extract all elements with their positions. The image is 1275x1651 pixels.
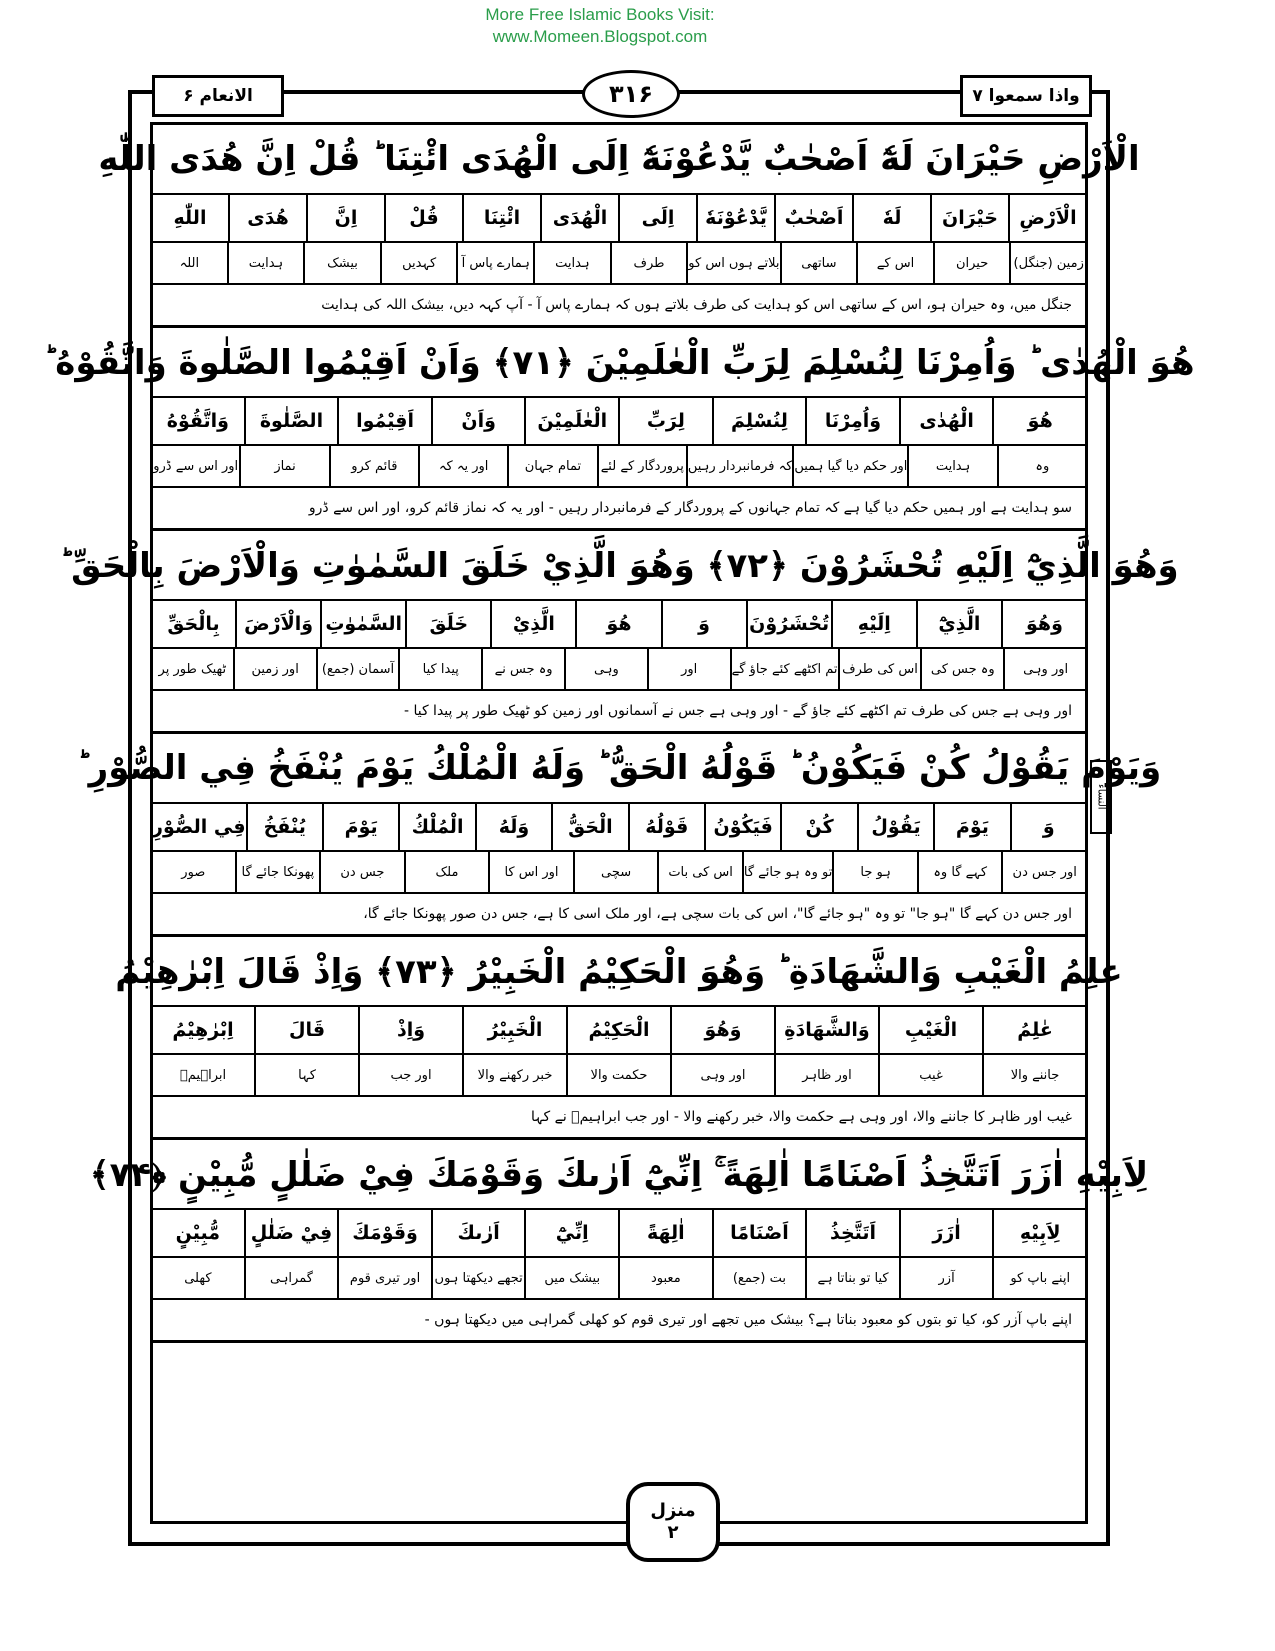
arabic-word: يَوْمَ [933,804,1009,850]
arabic-word: حَيْرَانَ [930,195,1008,241]
arabic-verse-line: عٰلِمُ الْغَيْبِ وَالشَّهَادَةِ ؕ وَهُوَ الْحَكِيْمُ الْخَبِيْرُ ﴿۷۳﴾ وَاِذْ قَالَ اِبْرٰهِيْمُ [152,937,1086,1007]
urdu-meaning: اور جب [358,1055,462,1095]
arabic-word: اٰزَرَ [899,1210,993,1256]
urdu-meaning: اور یہ کہ [418,446,507,486]
page-number: ۳۱۶ [582,70,680,118]
urdu-meaning: کہدیں [380,243,457,283]
arabic-word: الصَّلٰوةَ [244,398,338,444]
arabic-verse-line: الْاَرْضِ حَيْرَانَ لَهٗٓ اَصْحٰبٌ يَّدْعُوْنَهٗٓ اِلَى الْهُدَى ائْتِنَا ؕ قُلْ اِنَّ هُدَى اللّٰهِ [152,125,1086,195]
arabic-word: مُّبِيْنٍ [175,1222,221,1244]
urdu-meaning: اپنے باپ کو [992,1258,1086,1298]
arabic-word: ائْتِنَا [462,195,540,241]
arabic-word: الْهُدٰى [899,398,993,444]
urdu-meaning: تمام جہان [507,446,596,486]
urdu-meaning: بلاتے ہوں اس کو [686,243,779,283]
arabic-word: الَّذِيْٓ [916,601,1001,647]
arabic-word: اِلَى [618,195,696,241]
urdu-meaning: نماز [239,446,328,486]
urdu-meaning: کہ فرمانبردار رہیں [686,446,793,486]
arabic-word: اٰلِهَةً [618,1210,712,1256]
urdu-meaning: تم اکٹھے کئے جاؤ گے [730,649,838,689]
arabic-word: اِلَيْهِ [831,601,916,647]
arabic-word: عٰلِمُ [982,1007,1086,1053]
arabic-word: هُوَ [575,601,660,647]
urdu-meaning: ابراہیمؑ [179,1067,227,1083]
word-row [152,195,1086,243]
arabic-verse-line: هُوَ الْهُدٰى ؕ وَاُمِرْنَا لِنُسْلِمَ لِرَبِّ الْعٰلَمِيْنَ ﴿۷۱﴾ وَاَنْ اَقِيْمُوا الصَّلٰوةَ وَاتَّقُوْهُ ؕ [152,328,1086,398]
arabic-word: تُحْشَرُوْنَ [746,601,831,647]
promo-line-1: More Free Islamic Books Visit: [485,5,715,24]
arabic-word: الَّذِيْ [490,601,575,647]
arabic-word: اللّٰهِ [173,207,207,229]
urdu-meaning: اللہ [179,255,200,271]
meaning-row [152,1258,1086,1300]
arabic-word: الْغَيْبِ [878,1007,982,1053]
arabic-word: فَيَكُوْنُ [704,804,780,850]
arabic-word: هُوَ [992,398,1086,444]
arabic-word: لِاَبِيْهِ [992,1210,1086,1256]
arabic-word: فِي الصُّوْرِ [152,816,246,838]
urdu-meaning: گمراہی [244,1258,338,1298]
arabic-word: وَ [1010,804,1086,850]
urdu-meaning: اور اس سے ڈرو [153,458,239,474]
arabic-word: اَصْحٰبٌ [774,195,852,241]
urdu-meaning: طرف [610,243,687,283]
urdu-meaning: کیا تو بناتا ہے [805,1258,899,1298]
urdu-meaning: وہ [997,446,1086,486]
arabic-word: وَاِذْ [358,1007,462,1053]
urdu-meaning: اور وہی [1003,649,1086,689]
urdu-translation-line: اور وہی ہے جس کی طرف تم اکٹھے کئے جاؤ گے - اور وہی ہے جس نے آسمانوں اور زمین کو ٹھیک طور پر پیدا کیا - [152,691,1086,734]
urdu-meaning: اور تیری قوم [337,1258,431,1298]
arabic-word: قَوْلُهُ [628,804,704,850]
arabic-word: الْحَكِيْمُ [566,1007,670,1053]
meaning-row [152,649,1086,691]
urdu-meaning: پھونکا جائے گا [235,852,320,892]
arabic-word: لِنُسْلِمَ [712,398,806,444]
urdu-meaning: ملک [404,852,489,892]
arabic-word: يَقُوْلُ [857,804,933,850]
manzil-number: ۲ [667,1522,679,1543]
arabic-word: يُنْفَخُ [246,804,322,850]
urdu-translation-line: اور جس دن کہے گا "ہو جا" تو وہ "ہو جائے گا"، اس کی بات سچی ہے، اور ملک اسی کا ہے، جس دن صور پھونکا جائے گا، [152,894,1086,937]
urdu-translation-line: جنگل میں، وہ حیران ہو، اس کے ساتھی اس کو ہدایت کی طرف بلاتے ہوں کہ ہمارے پاس آ - آپ کہہ دیں، بیشک اللہ کی ہدایت [152,285,1086,328]
verse-block [89,1140,1149,1343]
promo-line-2[interactable]: www.Momeen.Blogspot.com [492,27,708,46]
arabic-word: يَّدْعُوْنَهٗ [696,195,774,241]
urdu-meaning: بیشک [303,243,380,283]
urdu-meaning: پروردگار کے لئے [597,446,686,486]
meaning-row [152,852,1086,894]
arabic-word: قَالَ [254,1007,358,1053]
urdu-meaning: ہو جا [832,852,917,892]
urdu-meaning: کھلی [184,1270,212,1286]
word-row [152,1007,1086,1055]
promo-banner [0,4,1200,48]
urdu-meaning: حکمت والا [566,1055,670,1095]
word-row [152,1210,1086,1258]
arabic-word: لَهٗ [852,195,930,241]
arabic-word: الْاَرْضِ [1008,195,1086,241]
side-marker: النساء [1090,760,1112,834]
arabic-word: اَتَتَّخِذُ [805,1210,899,1256]
urdu-meaning: خبر رکھنے والا [462,1055,566,1095]
arabic-word: اَصْنَامًا [712,1210,806,1256]
urdu-meaning: وہ جس کی [920,649,1003,689]
urdu-meaning: وہ جس نے [481,649,564,689]
urdu-translation-line: اپنے باپ آزر کو، کیا تو بتوں کو معبود بناتا ہے؟ بیشک میں تجھے اور تیری قوم کو کھلی گمراہی میں دیکھتا ہوں - [152,1300,1086,1343]
arabic-word: الْمُلْكُ [398,804,474,850]
arabic-verse-line: وَهُوَ الَّذِيْٓ اِلَيْهِ تُحْشَرُوْنَ ﴿۷۲﴾ وَهُوَ الَّذِيْ خَلَقَ السَّمٰوٰتِ وَالْاَرْضَ بِالْحَقِّ ؕ [152,531,1086,601]
manzil-badge [626,1482,720,1562]
arabic-verse-line: لِاَبِيْهِ اٰزَرَ اَتَتَّخِذُ اَصْنَامًا اٰلِهَةً ۚ اِنِّيْٓ اَرٰىكَ وَقَوْمَكَ فِيْ ضَلٰلٍ مُّبِيْنٍ ﴿۷۴﴾ [152,1140,1086,1210]
arabic-word: خَلَقَ [405,601,490,647]
urdu-meaning: صور [181,864,206,880]
surah-label: الانعام ۶ [152,75,284,117]
manzil-label: منزل [650,1500,696,1521]
urdu-meaning: ہدایت [227,243,304,283]
urdu-meaning: اس کی طرف [838,649,921,689]
arabic-word: وَقَوْمَكَ [337,1210,431,1256]
verse-block [59,531,1179,734]
arabic-word: اِبْرٰهِيْمُ [172,1019,234,1041]
urdu-meaning: کہے گا وہ [917,852,1002,892]
urdu-meaning: معبود [618,1258,712,1298]
verse-block [98,125,1140,328]
meaning-row [152,243,1086,285]
word-row [152,398,1086,446]
urdu-meaning: جاننے والا [982,1055,1086,1095]
urdu-meaning: غیب [878,1055,982,1095]
arabic-word: وَ [661,601,746,647]
arabic-word: وَلَهُ [475,804,551,850]
urdu-meaning: اس کی بات [657,852,742,892]
verse-block [43,328,1195,531]
urdu-meaning: ہدایت [907,446,996,486]
urdu-meaning: وہی [564,649,647,689]
arabic-word: يَوْمَ [322,804,398,850]
urdu-meaning: اور حکم دیا گیا ہمیں [792,446,907,486]
arabic-word: كُنْ [780,804,856,850]
arabic-word: بِالْحَقِّ [167,613,220,635]
word-row [152,804,1086,852]
urdu-meaning: اور [647,649,730,689]
arabic-word: وَالشَّهَادَةِ [774,1007,878,1053]
arabic-word: اِنِّيْٓ [524,1210,618,1256]
urdu-meaning: ساتھی [780,243,857,283]
urdu-meaning: اور جس دن [1001,852,1086,892]
arabic-word: اَرٰىكَ [431,1210,525,1256]
arabic-word: هُدَى [228,195,306,241]
urdu-meaning: بیشک میں [524,1258,618,1298]
arabic-word: الْحَقُّ [551,804,627,850]
arabic-word: الْهُدَى [540,195,618,241]
urdu-translation-line: غیب اور ظاہر کا جاننے والا، اور وہی ہے حکمت والا، خبر رکھنے والا - اور جب ابراہیمؑ نے کہا [152,1097,1086,1140]
urdu-meaning: اور ظاہر [774,1055,878,1095]
urdu-meaning: تجھے دیکھتا ہوں [431,1258,525,1298]
arabic-word: الْخَبِيْرُ [462,1007,566,1053]
urdu-meaning: اور وہی [670,1055,774,1095]
arabic-word: السَّمٰوٰتِ [320,601,405,647]
urdu-meaning: اور اس کا [488,852,573,892]
urdu-meaning: سچی [573,852,658,892]
urdu-meaning: کہا [254,1055,358,1095]
arabic-word: وَالْاَرْضَ [235,601,320,647]
meaning-row [152,1055,1086,1097]
arabic-word: وَهُوَ [1001,601,1086,647]
urdu-meaning: اور زمین [233,649,316,689]
urdu-meaning: ہدایت [533,243,610,283]
urdu-meaning: آزر [899,1258,993,1298]
para-label: واذا سمعوا ۷ [960,75,1092,117]
urdu-meaning: پیدا کیا [398,649,481,689]
arabic-word: لِرَبِّ [618,398,712,444]
arabic-word: اِنَّ [306,195,384,241]
urdu-meaning: حیران [933,243,1010,283]
word-row [152,601,1086,649]
urdu-meaning: جس دن [319,852,404,892]
urdu-meaning: ہمارے پاس آ [456,243,533,283]
arabic-word: قُلْ [384,195,462,241]
urdu-meaning: ٹھیک طور پر [158,661,227,677]
arabic-word: وَاَنْ [431,398,525,444]
arabic-word: فِيْ ضَلٰلٍ [244,1210,338,1256]
urdu-meaning: اس کے [856,243,933,283]
urdu-meaning: آسمان (جمع) [316,649,399,689]
arabic-word: الْعٰلَمِيْنَ [524,398,618,444]
urdu-meaning: زمین (جنگل) [1009,243,1086,283]
arabic-word: اَقِيْمُوا [337,398,431,444]
urdu-meaning: بت (جمع) [712,1258,806,1298]
arabic-word: وَاُمِرْنَا [805,398,899,444]
arabic-word: وَهُوَ [670,1007,774,1053]
arabic-word: وَاتَّقُوْهُ [166,410,229,432]
urdu-translation-line: سو ہدایت ہے اور ہمیں حکم دیا گیا ہے کہ تمام جہانوں کے پروردگار کے فرمانبردار رہیں - اور یہ کہ نماز قائم کرو، اور اس سے ڈرو [152,488,1086,531]
verse-block [115,937,1123,1140]
urdu-meaning: تو وہ ہو جائے گا [742,852,832,892]
arabic-verse-line: وَيَوْمَ يَقُوْلُ كُنْ فَيَكُوْنُ ؕ قَوْلُهُ الْحَقُّ ؕ وَلَهُ الْمُلْكُ يَوْمَ يُنْفَخُ فِي الصُّوْرِ ؕ [152,734,1086,804]
urdu-meaning: قائم کرو [329,446,418,486]
meaning-row [152,446,1086,488]
